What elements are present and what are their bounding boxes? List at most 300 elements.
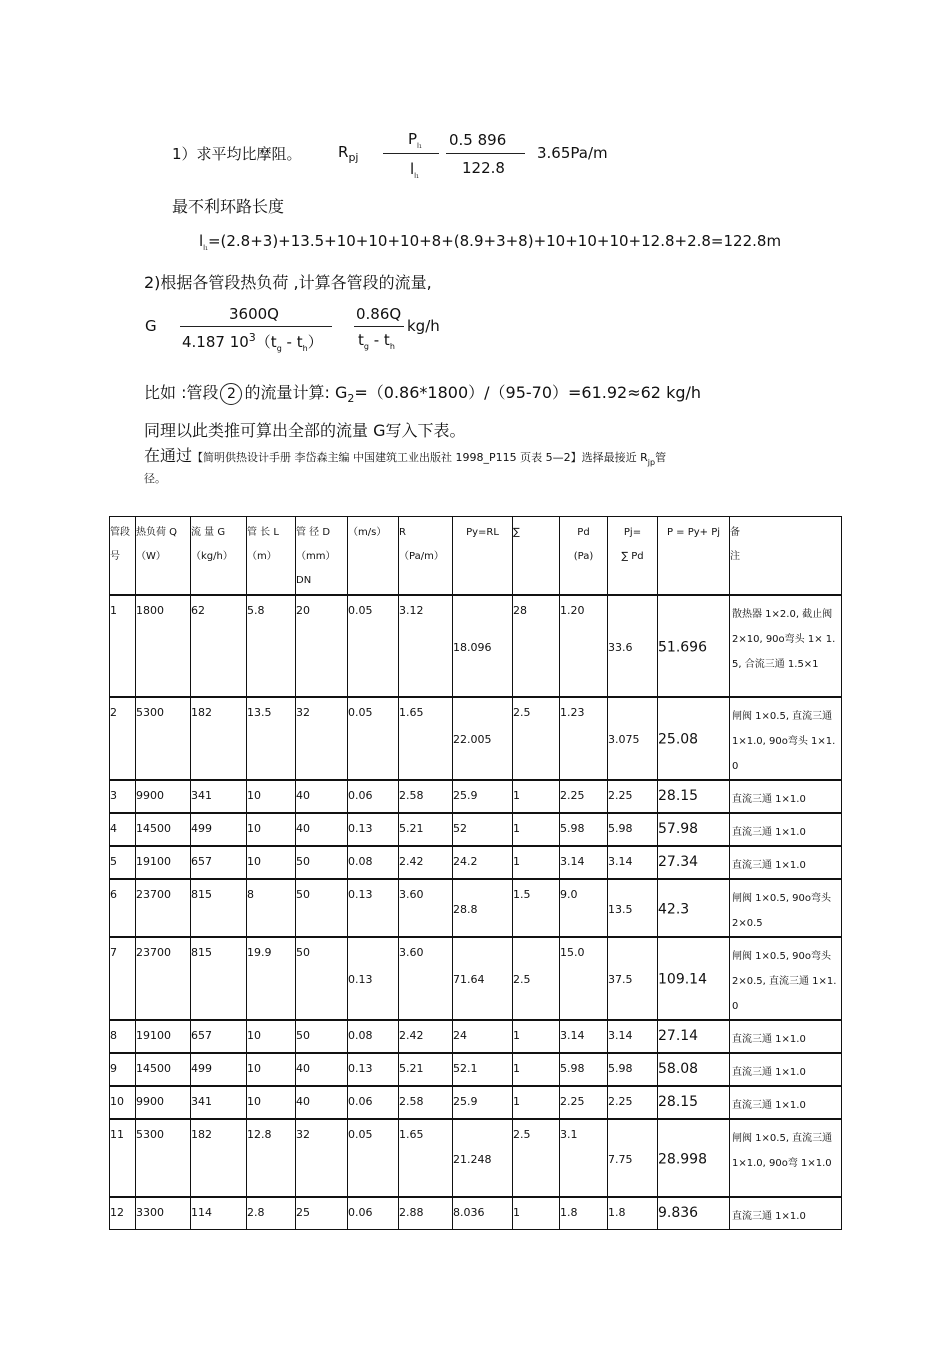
- table-cell-v: [348, 937, 399, 1020]
- cell-text: 341: [191, 788, 212, 802]
- table-cell-p: [658, 1086, 730, 1119]
- cell-text: 0.13: [348, 821, 373, 835]
- table-cell-note: [730, 1053, 842, 1086]
- cell-text: 直流三通 1×1.0: [732, 1210, 806, 1222]
- cell-text: 直流三通 1×1.0: [732, 826, 806, 838]
- table-cell-pj: [608, 879, 658, 937]
- cell-text: 3.60: [399, 887, 424, 901]
- cell-text: 21.248: [453, 1152, 492, 1166]
- table-cell-v: [348, 879, 399, 937]
- table-cell-pd: [560, 1197, 608, 1230]
- table-header-cell: [296, 517, 348, 595]
- header-text: 注: [730, 551, 740, 562]
- table-cell-v: [348, 780, 399, 813]
- cell-text: 58.08: [658, 1060, 699, 1077]
- cell-text: 25: [296, 1205, 310, 1219]
- ref-end: 管: [655, 451, 667, 464]
- cell-text: 18.096: [453, 640, 492, 654]
- table-header-cell: [191, 517, 247, 595]
- cell-text: 7: [110, 945, 117, 959]
- cell-text: 24: [453, 1028, 467, 1042]
- ref-sub: jp: [647, 458, 656, 468]
- table-cell-v: [348, 813, 399, 846]
- table-cell-pj: [608, 780, 658, 813]
- table-cell-g: [191, 1053, 247, 1086]
- table-cell-pd: [560, 846, 608, 879]
- cell-text: 2.42: [399, 1028, 424, 1042]
- table-cell-q: [136, 1020, 191, 1053]
- header-text: Pd: [577, 527, 590, 538]
- cell-text: 10: [247, 1061, 261, 1075]
- cell-text: 3.60: [399, 945, 424, 959]
- cell-text: 50: [296, 887, 310, 901]
- table-cell-py: [453, 780, 513, 813]
- table-cell-xi: [513, 780, 560, 813]
- table-cell-note: [730, 937, 842, 1020]
- header-text: [247, 569, 295, 593]
- table-cell-g: [191, 846, 247, 879]
- example-rest: =（0.86*1800）/（95-70）=61.92≈62 kg/h: [354, 383, 702, 402]
- step2-G: G: [145, 317, 157, 335]
- header-text: R: [399, 527, 406, 538]
- header-text: （Pa/m）: [399, 551, 444, 562]
- table-cell-v: [348, 1119, 399, 1197]
- table-cell-xi: [513, 1197, 560, 1230]
- table-cell-pj: [608, 813, 658, 846]
- table-cell-q: [136, 1197, 191, 1230]
- table-cell-note: [730, 595, 842, 697]
- cell-text: 0.06: [348, 788, 373, 802]
- rpj-letter: R: [338, 143, 349, 161]
- cell-text: 52.1: [453, 1061, 478, 1075]
- cell-text: 815: [191, 945, 212, 959]
- table-cell-no: [110, 697, 136, 780]
- table-cell-g: [191, 1197, 247, 1230]
- table-cell-l: [247, 937, 296, 1020]
- frac1-den-sub: l₁: [414, 172, 419, 180]
- table-cell-v: [348, 1020, 399, 1053]
- table-cell-g: [191, 697, 247, 780]
- table-cell-pd: [560, 697, 608, 780]
- table-row: [110, 780, 842, 813]
- cell-text: 7.75: [608, 1152, 633, 1166]
- cell-text: 1800: [136, 603, 164, 617]
- cell-text: 0.06: [348, 1205, 373, 1219]
- table-cell-v: [348, 846, 399, 879]
- table-cell-r: [399, 1053, 453, 1086]
- cell-text: 815: [191, 887, 212, 901]
- example-line: [144, 380, 701, 405]
- cell-text: 19100: [136, 1028, 171, 1042]
- f2-den-a: t: [358, 331, 364, 349]
- cell-text: 散热器 1×2.0, 截止阀 2×10, 90o弯头 1× 1.5, 合流三通 1.5×1: [732, 608, 836, 670]
- cell-text: 14500: [136, 1061, 171, 1075]
- cell-text: 10: [247, 788, 261, 802]
- header-text: [136, 569, 190, 593]
- table-cell-py: [453, 1197, 513, 1230]
- table-row: [110, 1086, 842, 1119]
- f2-den-b: - t: [368, 331, 390, 349]
- cell-text: 1: [513, 821, 520, 835]
- table-cell-no: [110, 1053, 136, 1086]
- header-text: 管 径 D: [296, 527, 331, 538]
- table-header-cell: [730, 517, 842, 595]
- table-cell-r: [399, 1197, 453, 1230]
- cell-text: 3.14: [608, 1028, 633, 1042]
- table-cell-v: [348, 1197, 399, 1230]
- cell-text: 13.5: [608, 902, 633, 916]
- cell-text: 2.25: [560, 1094, 585, 1108]
- frac1-bar: [383, 153, 439, 154]
- table-cell-pj: [608, 1197, 658, 1230]
- cell-text: 27.14: [658, 1027, 699, 1044]
- cell-text: 40: [296, 821, 310, 835]
- table-cell-xi: [513, 1119, 560, 1197]
- table-cell-l: [247, 697, 296, 780]
- table-cell-pj: [608, 937, 658, 1020]
- header-text: [513, 545, 559, 569]
- cell-text: 14500: [136, 821, 171, 835]
- table-cell-no: [110, 937, 136, 1020]
- cell-text: 3.14: [560, 1028, 585, 1042]
- header-text: （kg/h）: [191, 551, 233, 562]
- table-cell-l: [247, 1053, 296, 1086]
- cell-text: 1.65: [399, 705, 424, 719]
- header-text: [513, 569, 559, 593]
- table-cell-pd: [560, 1086, 608, 1119]
- header-text: [658, 545, 729, 569]
- cell-text: 50: [296, 945, 310, 959]
- cell-text: 0.05: [348, 705, 373, 719]
- cell-text: 28.8: [453, 902, 478, 916]
- reference-line-2: 径。: [144, 472, 166, 485]
- table-cell-py: [453, 937, 513, 1020]
- f1-den-tg-sub: g: [276, 344, 282, 353]
- table-cell-g: [191, 1119, 247, 1197]
- table-row: [110, 1119, 842, 1197]
- loop-rhs: =(2.8+3)+13.5+10+10+10+8+(8.9+3+8)+10+10+10+12.8+2.8=122.8m: [207, 232, 782, 250]
- cell-text: 1.23: [560, 705, 585, 719]
- table-cell-g: [191, 1020, 247, 1053]
- cell-text: 5.8: [247, 603, 265, 617]
- table-row: [110, 1020, 842, 1053]
- cell-text: 3.1: [560, 1127, 578, 1141]
- cell-text: 1.8: [560, 1205, 578, 1219]
- table-cell-note: [730, 1086, 842, 1119]
- cell-text: 5.98: [608, 821, 633, 835]
- cell-text: 1: [513, 1061, 520, 1075]
- header-text: [453, 545, 512, 569]
- table-cell-d: [296, 1086, 348, 1119]
- frac2-denominator: 122.8: [462, 159, 505, 177]
- header-text: 号: [110, 551, 120, 562]
- table-cell-r: [399, 1086, 453, 1119]
- f2-den-th-sub: h: [389, 342, 395, 351]
- cell-text: 9: [110, 1061, 117, 1075]
- table-cell-l: [247, 813, 296, 846]
- cell-text: 1.20: [560, 603, 585, 617]
- cell-text: 12.8: [247, 1127, 272, 1141]
- cell-text: 32: [296, 705, 310, 719]
- table-cell-pj: [608, 595, 658, 697]
- same-line: 同理以此类推可算出全部的流量 G写入下表。: [144, 421, 466, 440]
- cell-text: 22.005: [453, 732, 492, 746]
- header-text: 管段: [110, 527, 130, 538]
- table-cell-no: [110, 1086, 136, 1119]
- cell-text: 0.05: [348, 1127, 373, 1141]
- table-cell-d: [296, 879, 348, 937]
- table-header-cell: [247, 517, 296, 595]
- table-cell-pd: [560, 813, 608, 846]
- table-cell-p: [658, 937, 730, 1020]
- table-cell-pd: [560, 595, 608, 697]
- cell-text: 1: [110, 603, 117, 617]
- table-cell-p: [658, 879, 730, 937]
- cell-text: 28: [513, 603, 527, 617]
- frac1-numerator: [408, 130, 422, 150]
- cell-text: 2.8: [247, 1205, 265, 1219]
- cell-text: 直流三通 1×1.0: [732, 793, 806, 805]
- table-cell-d: [296, 813, 348, 846]
- cell-text: 499: [191, 1061, 212, 1075]
- table-cell-d: [296, 1020, 348, 1053]
- cell-text: 20: [296, 603, 310, 617]
- table-cell-g: [191, 1086, 247, 1119]
- step2-frac1-denominator: [182, 331, 323, 353]
- table-cell-l: [247, 1119, 296, 1197]
- frac1-num-sub: l₁: [417, 142, 422, 150]
- table-header-cell: [658, 517, 730, 595]
- cell-text: 9.0: [560, 887, 578, 901]
- header-text: （m/s）: [348, 527, 387, 538]
- table-cell-r: [399, 937, 453, 1020]
- header-text: [453, 569, 512, 593]
- table-cell-d: [296, 846, 348, 879]
- table-cell-d: [296, 937, 348, 1020]
- frac2-numerator: 0.5 896: [449, 131, 507, 149]
- loop-formula: [199, 232, 781, 252]
- cell-text: 0.13: [348, 972, 373, 986]
- cell-text: 50: [296, 1028, 310, 1042]
- cell-text: 10: [247, 1094, 261, 1108]
- cell-text: 直流三通 1×1.0: [732, 1066, 806, 1078]
- cell-text: 5300: [136, 1127, 164, 1141]
- table-cell-pd: [560, 1119, 608, 1197]
- table-header-cell: [513, 517, 560, 595]
- cell-text: 1.5: [513, 887, 531, 901]
- step1-result: 3.65Pa/m: [537, 144, 608, 162]
- cell-text: 2.5: [513, 972, 531, 986]
- table-cell-py: [453, 697, 513, 780]
- rpj-symbol: [338, 143, 358, 164]
- cell-text: 5.98: [560, 1061, 585, 1075]
- table-cell-note: [730, 879, 842, 937]
- cell-text: 0.13: [348, 887, 373, 901]
- step2-frac2-numerator: 0.86Q: [356, 305, 402, 323]
- table-cell-xi: [513, 1020, 560, 1053]
- table-cell-p: [658, 846, 730, 879]
- header-text: [348, 569, 398, 593]
- table-cell-no: [110, 879, 136, 937]
- cell-text: 3: [110, 788, 117, 802]
- header-text: [658, 569, 729, 593]
- table-cell-d: [296, 697, 348, 780]
- table-cell-pj: [608, 1053, 658, 1086]
- table-cell-l: [247, 879, 296, 937]
- cell-text: 51.696: [658, 639, 707, 656]
- cell-text: 182: [191, 705, 212, 719]
- table-cell-xi: [513, 1086, 560, 1119]
- table-cell-note: [730, 1119, 842, 1197]
- table-cell-xi: [513, 846, 560, 879]
- header-text: (Pa): [573, 551, 594, 562]
- table-cell-r: [399, 780, 453, 813]
- cell-text: 28.15: [658, 1093, 699, 1110]
- table-cell-p: [658, 595, 730, 697]
- cell-text: 28.15: [658, 787, 699, 804]
- cell-text: 24.2: [453, 854, 478, 868]
- header-text: [191, 569, 246, 593]
- cell-text: 9.836: [658, 1204, 699, 1221]
- cell-text: 5.98: [560, 821, 585, 835]
- cell-text: 2: [110, 705, 117, 719]
- cell-text: 25.08: [658, 731, 699, 748]
- cell-text: 6: [110, 887, 117, 901]
- cell-text: 直流三通 1×1.0: [732, 859, 806, 871]
- table-cell-note: [730, 813, 842, 846]
- table-cell-p: [658, 780, 730, 813]
- table-cell-r: [399, 846, 453, 879]
- cell-text: 40: [296, 788, 310, 802]
- table-header-cell: [110, 517, 136, 595]
- cell-text: 8: [247, 887, 254, 901]
- table-header-cell: [560, 517, 608, 595]
- table-cell-g: [191, 937, 247, 1020]
- f2-den-tg-sub: g: [363, 342, 369, 351]
- f1-den-th-sub: h: [302, 344, 308, 353]
- example-prefix: 比如 :管段: [144, 383, 219, 402]
- table-cell-no: [110, 846, 136, 879]
- table-cell-py: [453, 846, 513, 879]
- header-text: ∑: [513, 527, 520, 538]
- table-cell-d: [296, 1053, 348, 1086]
- table-row: [110, 937, 842, 1020]
- table-cell-pd: [560, 780, 608, 813]
- frac1-num-letter: P: [408, 130, 418, 148]
- table-cell-p: [658, 1197, 730, 1230]
- header-text: 管 长 L: [247, 527, 279, 538]
- table-cell-py: [453, 1119, 513, 1197]
- table-cell-py: [453, 1086, 513, 1119]
- table-cell-xi: [513, 813, 560, 846]
- table-cell-p: [658, 1053, 730, 1086]
- cell-text: 19.9: [247, 945, 272, 959]
- cell-text: 闸阀 1×0.5, 直流三通 1×1.0, 90o弯头 1×1.0: [732, 710, 836, 772]
- f1-den-c: - t: [281, 333, 303, 351]
- cell-text: 28.998: [658, 1151, 707, 1168]
- table-cell-p: [658, 1020, 730, 1053]
- loop-lhs: l: [199, 232, 204, 250]
- cell-text: 109.14: [658, 971, 707, 988]
- cell-text: 23700: [136, 887, 171, 901]
- step1-label: 1）求平均比摩阻。: [172, 145, 302, 163]
- pipe-calc-table: [109, 516, 842, 1230]
- table-header-cell: [608, 517, 658, 595]
- cell-text: 2.58: [399, 788, 424, 802]
- loop-lhs-sub: l₁: [203, 244, 208, 252]
- table-cell-r: [399, 1020, 453, 1053]
- cell-text: 0.06: [348, 1094, 373, 1108]
- cell-text: 15.0: [560, 945, 585, 959]
- header-text: 热负荷 Q: [136, 527, 178, 538]
- table-cell-g: [191, 879, 247, 937]
- table-cell-xi: [513, 697, 560, 780]
- f1-den-b: （t: [255, 333, 277, 351]
- header-text: [560, 569, 607, 593]
- table-cell-note: [730, 846, 842, 879]
- cell-text: 42.3: [658, 901, 690, 918]
- cell-text: 182: [191, 1127, 212, 1141]
- table-cell-p: [658, 697, 730, 780]
- table-cell-r: [399, 1119, 453, 1197]
- step2-frac1-bar: [180, 326, 332, 327]
- table-cell-pj: [608, 846, 658, 879]
- cell-text: 1: [513, 1094, 520, 1108]
- table-cell-note: [730, 697, 842, 780]
- table-cell-no: [110, 813, 136, 846]
- table-row: [110, 1053, 842, 1086]
- table-cell-pd: [560, 879, 608, 937]
- table-cell-q: [136, 1119, 191, 1197]
- table-cell-p: [658, 1119, 730, 1197]
- table-cell-no: [110, 1119, 136, 1197]
- cell-text: 2.42: [399, 854, 424, 868]
- table-cell-q: [136, 879, 191, 937]
- table-cell-note: [730, 1020, 842, 1053]
- cell-text: 闸阀 1×0.5, 90o弯头 2×0.5: [732, 892, 832, 929]
- cell-text: 40: [296, 1094, 310, 1108]
- table-row: [110, 595, 842, 697]
- cell-text: 10: [247, 854, 261, 868]
- cell-text: 闸阀 1×0.5, 直流三通 1×1.0, 90o弯 1×1.0: [732, 1132, 833, 1169]
- table-cell-no: [110, 1020, 136, 1053]
- table-cell-pd: [560, 1020, 608, 1053]
- cell-text: 5.21: [399, 1061, 424, 1075]
- circled-number: 2: [220, 383, 242, 405]
- table-cell-d: [296, 595, 348, 697]
- step2-frac1-numerator: 3600Q: [229, 305, 279, 323]
- cell-text: 62: [191, 603, 205, 617]
- table-cell-p: [658, 813, 730, 846]
- cell-text: 13.5: [247, 705, 272, 719]
- header-text: [730, 569, 841, 593]
- f1-den-a: 4.187 10: [182, 333, 249, 351]
- cell-text: 0.08: [348, 854, 373, 868]
- cell-text: 2.5: [513, 1127, 531, 1141]
- cell-text: 11: [110, 1127, 124, 1141]
- cell-text: 12: [110, 1205, 124, 1219]
- table-cell-q: [136, 937, 191, 1020]
- cell-text: 5: [110, 854, 117, 868]
- table-row: [110, 813, 842, 846]
- cell-text: 37.5: [608, 972, 633, 986]
- table-cell-xi: [513, 879, 560, 937]
- reference-line: [144, 443, 666, 467]
- cell-text: 1: [513, 1028, 520, 1042]
- cell-text: 499: [191, 821, 212, 835]
- cell-text: 闸阀 1×0.5, 90o弯头 2×0.5, 直流三通 1×1.0: [732, 950, 837, 1012]
- cell-text: 1.8: [608, 1205, 626, 1219]
